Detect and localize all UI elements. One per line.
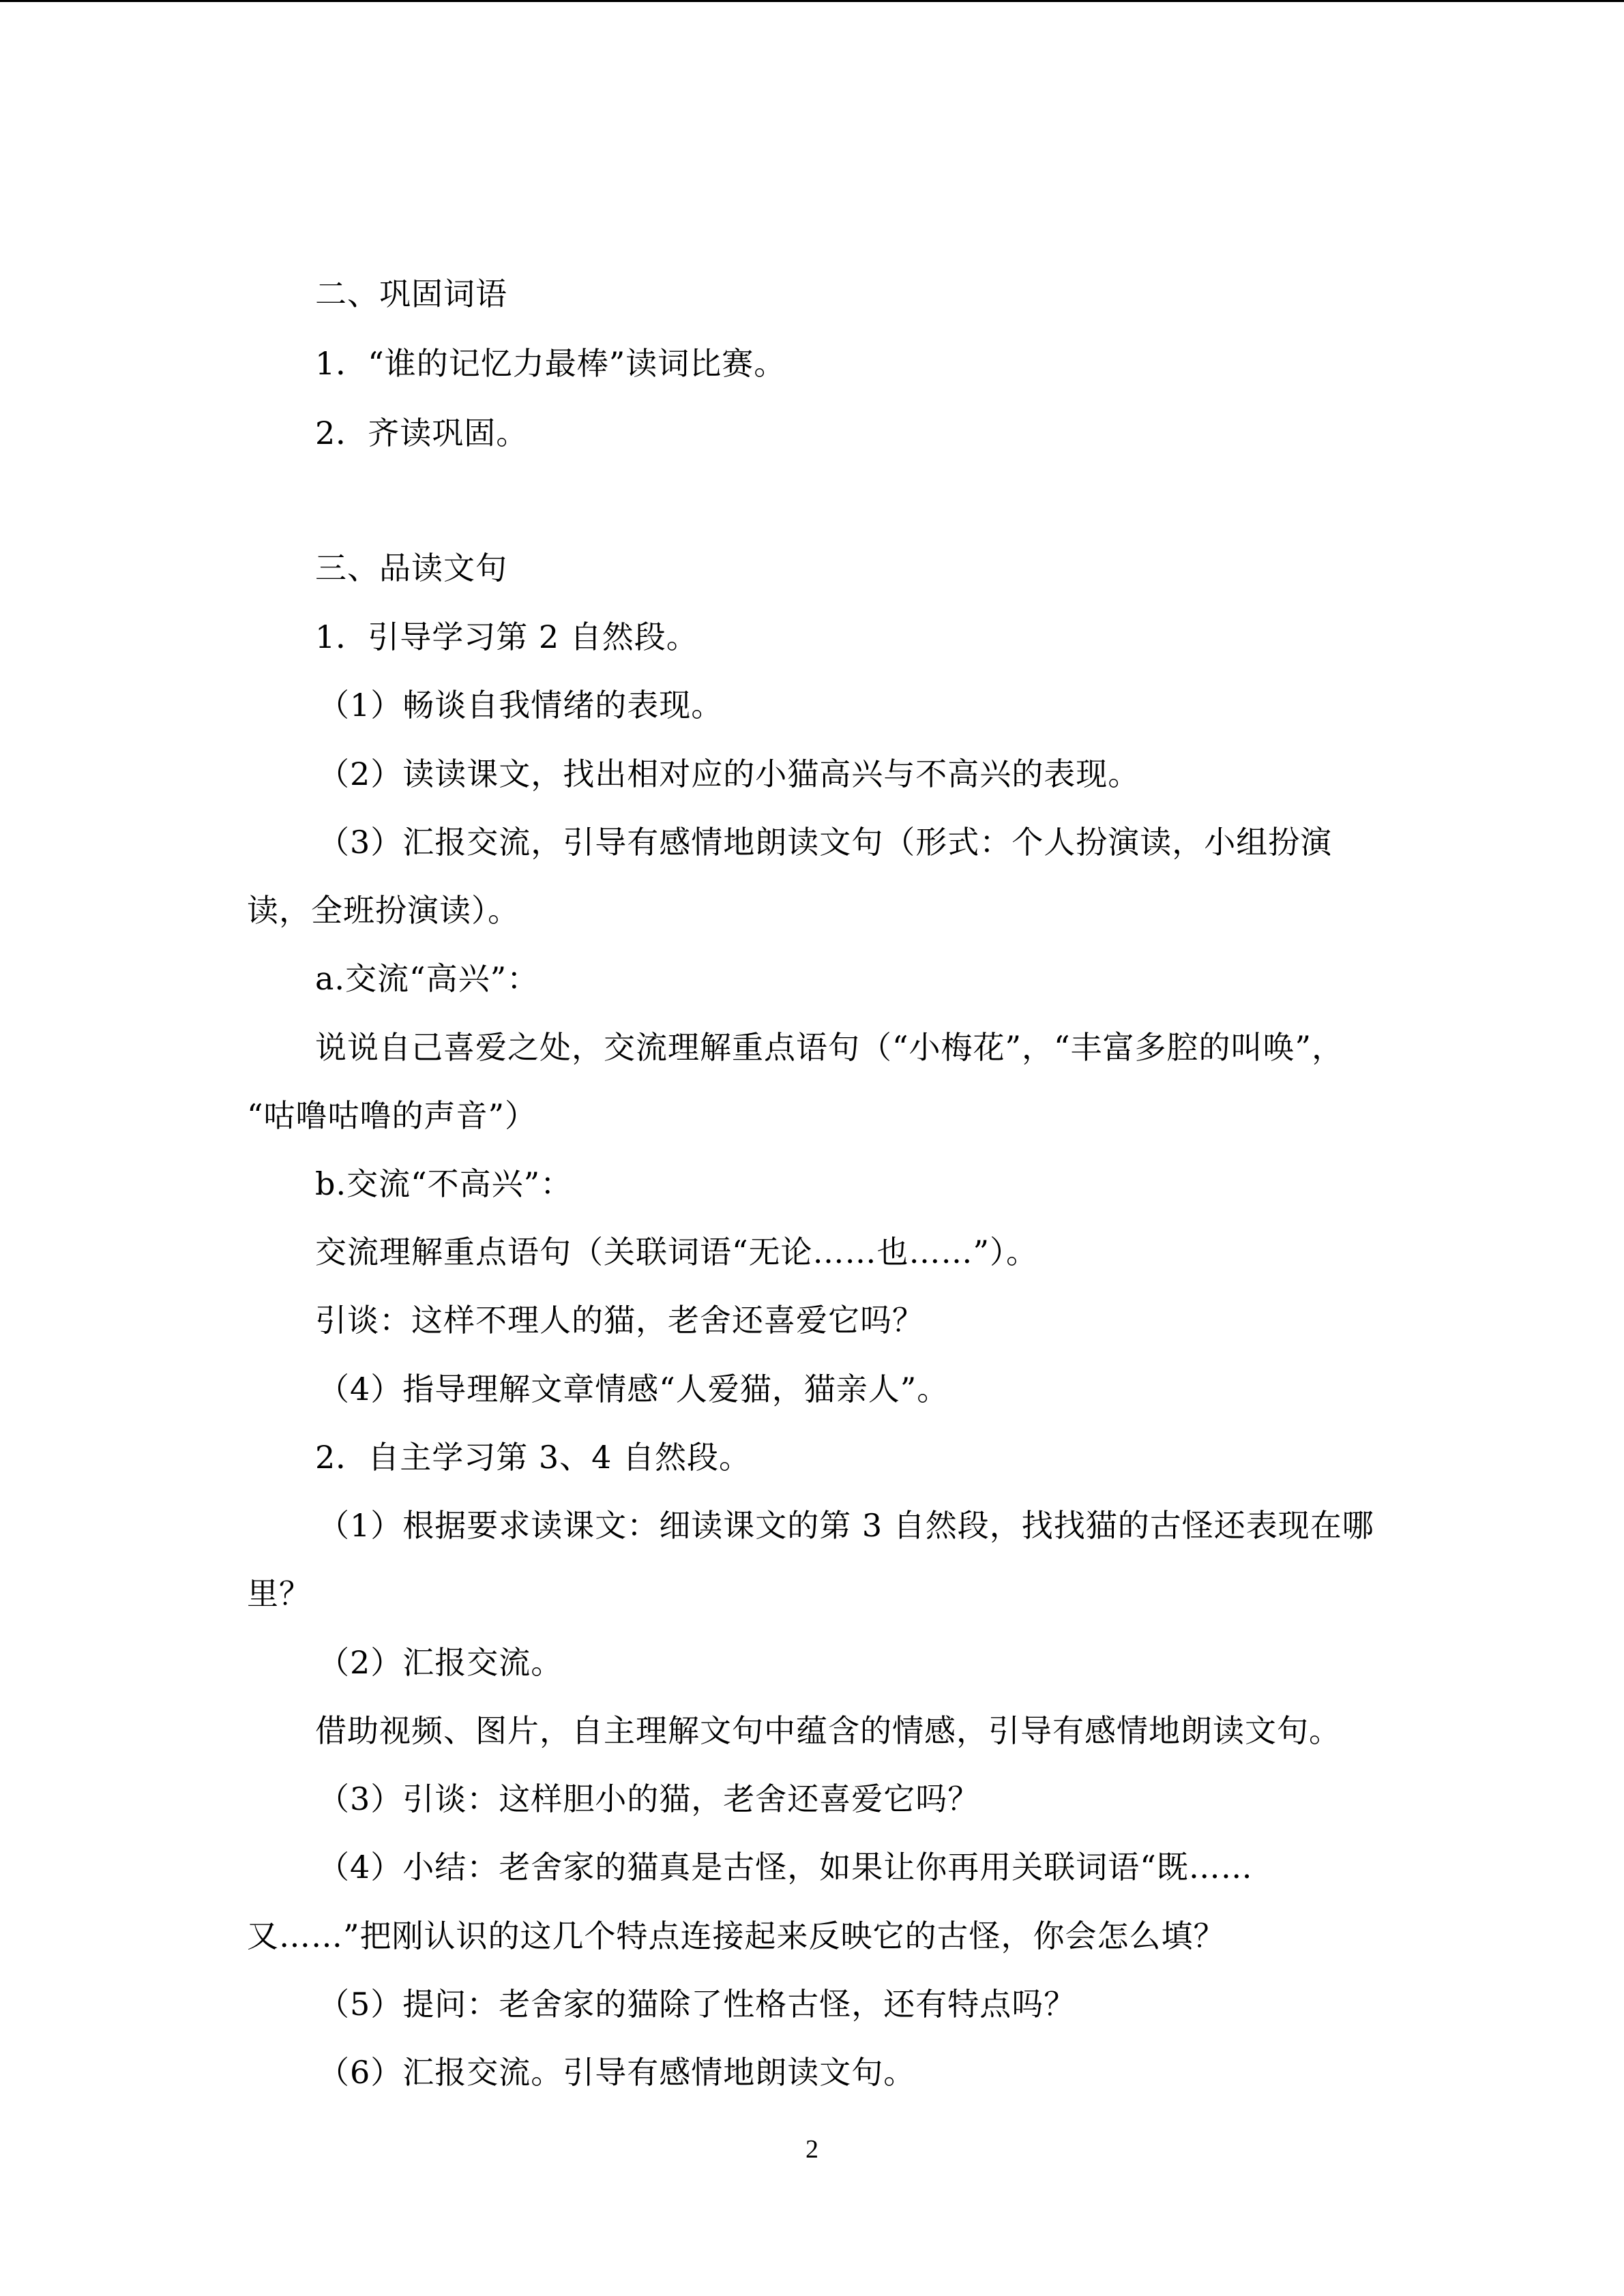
- text-line: 交流理解重点语句（关联词语“无论……也……”）。: [315, 1234, 1039, 1270]
- text-line: 2．齐读巩固。: [315, 415, 529, 451]
- section-heading-read-sentences: 三、品读文句: [315, 550, 507, 586]
- text-line: （5）提问：老舍家的猫除了性格古怪，还有特点吗？: [318, 1986, 1076, 2023]
- text-line: （4）指导理解文章情感“人爱猫，猫亲人”。: [318, 1371, 949, 1407]
- text-line: （2）汇报交流。: [318, 1644, 563, 1681]
- text-line: “咕噜咕噜的声音”）: [247, 1097, 537, 1134]
- page-number: 2: [806, 2135, 818, 2164]
- text-line: （6）汇报交流。引导有感情地朗读文句。: [318, 2054, 916, 2091]
- text-line: 读，全班扮演读）。: [247, 892, 520, 929]
- text-line: 说说自己喜爱之处，交流理解重点语句（“小梅花”，“丰富多腔的叫唤”，: [315, 1029, 1344, 1066]
- text-line: 引谈：这样不理人的猫，老舍还喜爱它吗？: [315, 1302, 924, 1339]
- text-line: （3）引谈：这样胆小的猫，老舍还喜爱它吗？: [318, 1780, 980, 1817]
- text-line: a.交流“高兴”：: [315, 960, 540, 997]
- text-line: （4）小结：老舍家的猫真是古怪，如果让你再用关联词语“既……: [318, 1849, 1253, 1885]
- section-heading-consolidate-words: 二、巩固词语: [315, 275, 507, 312]
- text-line: （1）畅谈自我情绪的表现。: [318, 687, 724, 724]
- text-line: b.交流“不高兴”：: [315, 1165, 573, 1202]
- text-line: 里？: [247, 1575, 311, 1612]
- text-line: （1）根据要求读课文：细读课文的第 3 自然段，找找猫的古怪还表现在哪: [318, 1507, 1374, 1544]
- text-line: （3）汇报交流，引导有感情地朗读文句（形式：个人扮演读，小组扮演: [318, 824, 1333, 861]
- text-line: 1．引导学习第 2 自然段。: [315, 618, 698, 655]
- text-line: （2）读读课文，找出相对应的小猫高兴与不高兴的表现。: [318, 756, 1140, 792]
- text-line: 1．“谁的记忆力最棒”读词比赛。: [315, 345, 786, 382]
- text-line: 又……”把刚认识的这几个特点连接起来反映它的古怪，你会怎么填？: [247, 1918, 1226, 1954]
- text-line: 借助视频、图片，自主理解文句中蕴含的情感，引导有感情地朗读文句。: [315, 1712, 1341, 1749]
- text-line: 2．自主学习第 3、4 自然段。: [315, 1439, 752, 1476]
